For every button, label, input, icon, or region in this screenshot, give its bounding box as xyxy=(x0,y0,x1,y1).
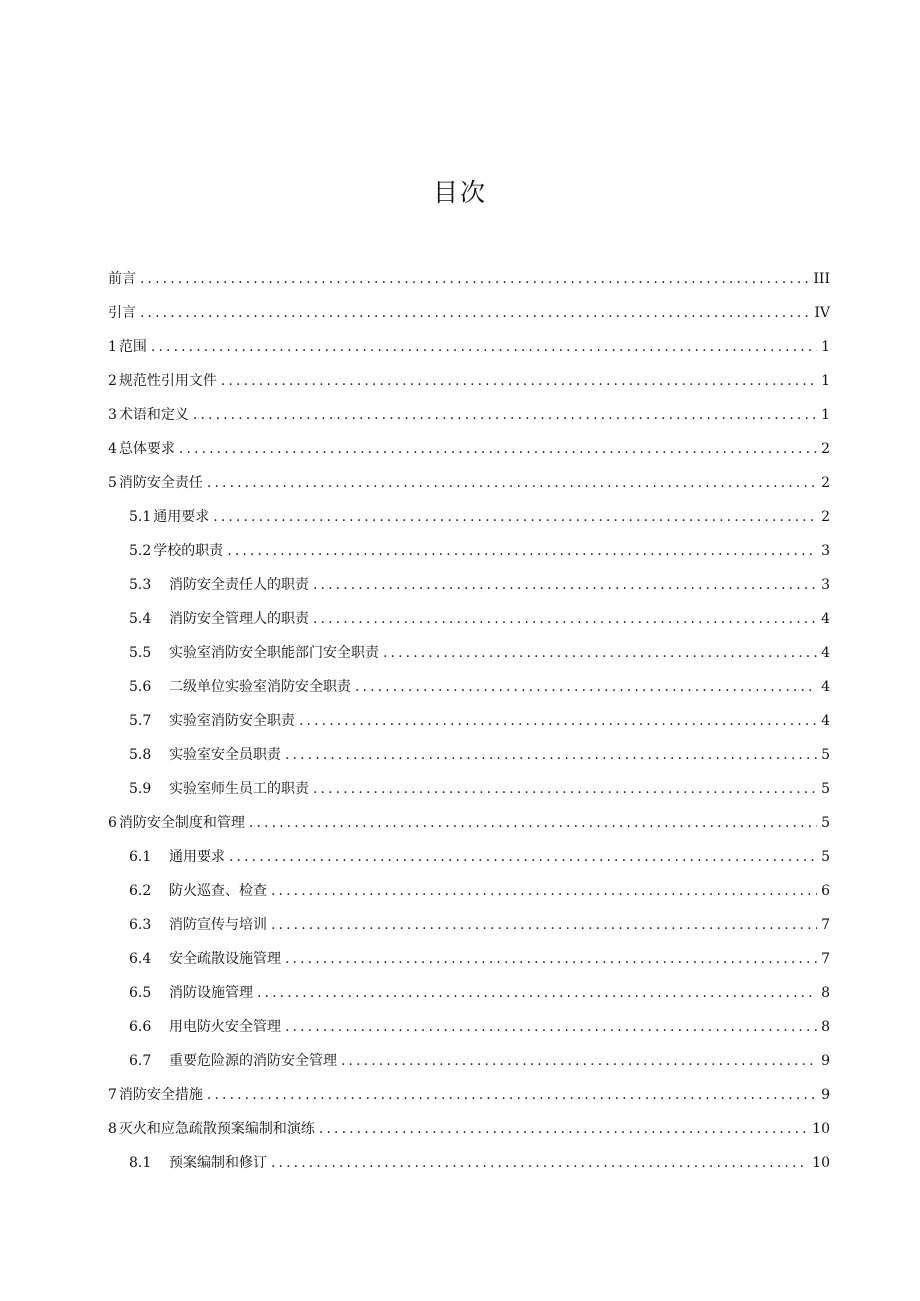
toc-entry-label: 消防设施管理 xyxy=(169,985,253,1001)
toc-entry[interactable] xyxy=(108,1112,830,1146)
toc-entry-page: 10 xyxy=(812,1155,830,1171)
toc-entry-label: 灭火和应急疏散预案编制和演练 xyxy=(118,1121,315,1137)
dot-leader xyxy=(285,738,817,772)
toc-entry-number: 5.5 xyxy=(129,645,152,661)
toc-entry-label: 消防安全制度和管理 xyxy=(118,815,245,831)
toc-entry-label: 消防安全责任 xyxy=(118,475,203,491)
toc-entry-label: 通用要求 xyxy=(169,849,225,865)
toc-entry-page: 9 xyxy=(821,1053,830,1069)
toc-entry-number: 6.3 xyxy=(129,917,152,933)
toc-entry[interactable] xyxy=(108,942,830,976)
toc-entry-label: 用电防火安全管理 xyxy=(169,1019,281,1035)
toc-entry-number: 5.3 xyxy=(129,577,152,593)
toc-entry[interactable] xyxy=(108,602,830,636)
toc-entry-page: 4 xyxy=(821,645,830,661)
dot-leader xyxy=(341,1044,817,1078)
toc-entry-number: 6.6 xyxy=(129,1019,152,1035)
dot-leader xyxy=(193,398,817,432)
toc-entry-number: 6.1 xyxy=(129,849,152,865)
toc-entry-number: 6.2 xyxy=(129,883,152,899)
toc-entry[interactable] xyxy=(108,432,830,466)
toc-entry[interactable] xyxy=(108,908,830,942)
dot-leader xyxy=(355,670,817,704)
dot-leader xyxy=(313,772,817,806)
toc-entry-page: 2 xyxy=(821,441,830,457)
toc-entry-page: 2 xyxy=(821,509,830,525)
toc-entry-label: 实验室师生员工的职责 xyxy=(169,781,309,797)
toc-entry-label: 前言 xyxy=(108,271,136,287)
toc-entry-label: 二级单位实验室消防安全职责 xyxy=(169,679,351,695)
toc-entry-label: 消防宣传与培训 xyxy=(169,917,267,933)
toc-entry-label: 规范性引用文件 xyxy=(118,373,217,389)
toc-entry-label: 实验室消防安全职责 xyxy=(169,713,295,729)
toc-entry-number: 5.8 xyxy=(129,747,152,763)
toc-entry-label: 防火巡查、检查 xyxy=(169,883,267,899)
toc-entry-number: 2 xyxy=(108,373,117,389)
toc-entry-number: 6.4 xyxy=(129,951,152,967)
dot-leader xyxy=(285,1010,817,1044)
dot-leader xyxy=(140,262,809,296)
toc-entry-label: 预案编制和修订 xyxy=(169,1155,267,1171)
toc-entry-page: 4 xyxy=(821,679,830,695)
dot-leader xyxy=(271,874,817,908)
toc-entry-label: 消防安全管理人的职责 xyxy=(169,611,309,627)
dot-leader xyxy=(271,1146,808,1180)
toc-entry-page: 2 xyxy=(821,475,830,491)
toc-entry-number: 5.2 xyxy=(129,543,152,559)
toc-entry-number: 1 xyxy=(108,339,117,355)
toc-entry[interactable] xyxy=(108,1078,830,1112)
toc-entry[interactable] xyxy=(108,296,830,330)
toc-entry-number: 8 xyxy=(108,1121,117,1137)
dot-leader xyxy=(271,908,817,942)
toc-entry-label: 安全疏散设施管理 xyxy=(169,951,281,967)
toc-entry-label: 引言 xyxy=(108,305,136,321)
toc-entry-page: 10 xyxy=(812,1121,830,1137)
dot-leader xyxy=(207,1078,817,1112)
dot-leader xyxy=(221,364,817,398)
toc-entry[interactable] xyxy=(108,806,830,840)
toc-entry-number: 3 xyxy=(108,407,117,423)
dot-leader xyxy=(319,1112,808,1146)
toc-entry[interactable] xyxy=(108,1010,830,1044)
toc-entry[interactable] xyxy=(108,568,830,602)
toc-entry-label: 术语和定义 xyxy=(118,407,189,423)
dot-leader xyxy=(229,840,817,874)
dot-leader xyxy=(383,636,817,670)
toc-entry-number: 5.6 xyxy=(129,679,152,695)
page-title: 目次 xyxy=(432,178,487,207)
dot-leader xyxy=(299,704,817,738)
dot-leader xyxy=(207,466,817,500)
toc-entry-number: 5.9 xyxy=(129,781,152,797)
toc-entry[interactable] xyxy=(108,500,830,534)
toc-entry[interactable] xyxy=(108,636,830,670)
toc-entry[interactable] xyxy=(108,976,830,1010)
toc-entry-label: 学校的职责 xyxy=(153,543,224,559)
toc-entry[interactable] xyxy=(108,874,830,908)
dot-leader xyxy=(313,602,817,636)
dot-leader xyxy=(140,296,810,330)
toc-entry[interactable] xyxy=(108,466,830,500)
toc-entry-page: 8 xyxy=(821,985,830,1001)
toc-entry[interactable] xyxy=(108,1146,830,1180)
dot-leader xyxy=(313,568,817,602)
dot-leader xyxy=(151,330,817,364)
toc-entry[interactable] xyxy=(108,1044,830,1078)
toc-entry-page: 1 xyxy=(821,407,830,423)
dot-leader xyxy=(213,500,817,534)
toc-entry-number: 6.7 xyxy=(129,1053,152,1069)
toc-entry[interactable] xyxy=(108,364,830,398)
toc-entry-page: 4 xyxy=(821,611,830,627)
toc-entry-number: 5.1 xyxy=(129,509,152,525)
toc-entry-number: 7 xyxy=(108,1087,117,1103)
toc-entry-page: 5 xyxy=(821,815,830,831)
toc-entry-page: 1 xyxy=(821,373,830,389)
toc-entry[interactable] xyxy=(108,330,830,364)
toc-entry[interactable] xyxy=(108,398,830,432)
toc-entry-page: 7 xyxy=(821,951,830,967)
toc-entry-page: 6 xyxy=(821,883,830,899)
toc-entry-label: 实验室消防安全职能部门安全职责 xyxy=(169,645,379,661)
dot-leader xyxy=(249,806,817,840)
toc-entry-page: 4 xyxy=(821,713,830,729)
toc-entry-page: III xyxy=(813,271,830,287)
toc-entry-page: IV xyxy=(814,305,830,321)
toc-entry[interactable] xyxy=(108,262,830,296)
toc-entry-page: 3 xyxy=(821,543,830,559)
toc-entry-page: 5 xyxy=(821,781,830,797)
toc-entry-page: 7 xyxy=(821,917,830,933)
toc-entry-number: 6 xyxy=(108,815,117,831)
dot-leader xyxy=(257,976,817,1010)
dot-leader xyxy=(227,534,817,568)
toc-entry[interactable] xyxy=(108,772,830,806)
toc-entry[interactable] xyxy=(108,534,830,568)
toc-entry-number: 5 xyxy=(108,475,117,491)
toc-entry-page: 8 xyxy=(821,1019,830,1035)
toc-entry-label: 总体要求 xyxy=(118,441,175,457)
toc-entry-page: 3 xyxy=(821,577,830,593)
toc-entry-label: 消防安全责任人的职责 xyxy=(169,577,309,593)
dot-leader xyxy=(179,432,817,466)
toc-entry-page: 1 xyxy=(821,339,830,355)
toc-entry[interactable] xyxy=(108,704,830,738)
toc-entry-page: 9 xyxy=(821,1087,830,1103)
toc-entry[interactable] xyxy=(108,738,830,772)
toc-entry-number: 5.4 xyxy=(129,611,152,627)
toc-entry-page: 5 xyxy=(821,849,830,865)
toc-entry-number: 6.5 xyxy=(129,985,152,1001)
toc-entry-page: 5 xyxy=(821,747,830,763)
toc-entry-number: 8.1 xyxy=(129,1155,152,1171)
toc-entry-label: 通用要求 xyxy=(153,509,210,525)
table-of-contents xyxy=(108,262,830,1180)
toc-entry-label: 实验室安全员职责 xyxy=(169,747,281,763)
toc-entry-number: 5.7 xyxy=(129,713,152,729)
toc-entry[interactable] xyxy=(108,670,830,704)
toc-entry-number: 4 xyxy=(108,441,117,457)
toc-entry[interactable] xyxy=(108,840,830,874)
dot-leader xyxy=(285,942,817,976)
toc-entry-label: 重要危险源的消防安全管理 xyxy=(169,1053,337,1069)
toc-entry-label: 消防安全措施 xyxy=(118,1087,203,1103)
toc-entry-label: 范围 xyxy=(118,339,147,355)
